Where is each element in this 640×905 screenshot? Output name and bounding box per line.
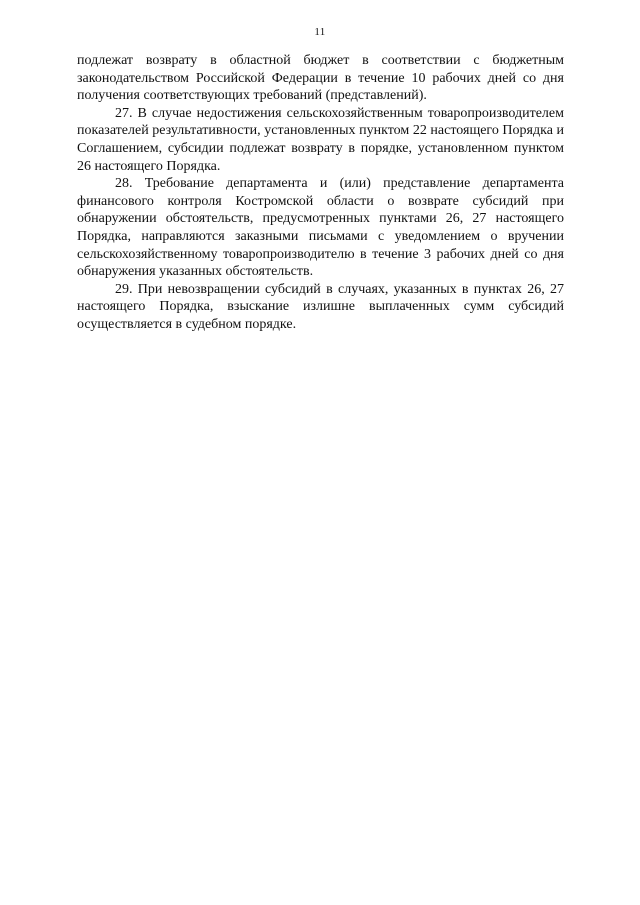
document-body bbox=[77, 52, 564, 334]
page-number: 11 bbox=[314, 26, 326, 38]
paragraph-28: 28. Требование департамента и (или) представление департамента финансового контроля Костромской области о возврате субсидий при обнаружении обстоятельств, предусмотренных пунктами 26, 27 настоящего Порядка, направляются заказными письмами с уведомлением о вручении сельскохозяйственному товаропроизводителю в течение 3 рабочих дней со дня обнаружения указанных обстоятельств. bbox=[77, 176, 564, 280]
paragraph-29: 29. При невозвращении субсидий в случаях, указанных в пунктах 26, 27 настоящего Порядка, взыскание излишне выплаченных сумм субсидий осуществляется в судебном порядке. bbox=[77, 281, 564, 332]
paragraph-continuation: подлежат возврату в областной бюджет в соответствии с бюджетным законодательством Российской Федерации в течение 10 рабочих дней со дня получения соответствующих требований (представлений). bbox=[77, 53, 564, 104]
paragraph-27: 27. В случае недостижения сельскохозяйственным товаропроизводителем показателей результативности, установленных пунктом 22 настоящего Порядка и Соглашением, субсидии подлежат возврату в порядке, установленном пунктом 26 настоящего Порядка. bbox=[77, 105, 564, 174]
